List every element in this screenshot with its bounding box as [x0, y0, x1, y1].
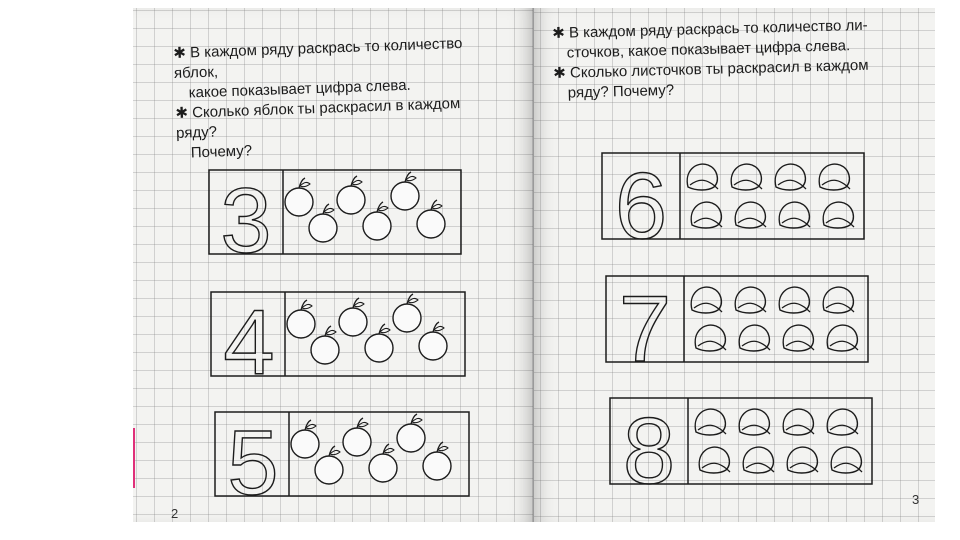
workbook-photo — [133, 8, 935, 522]
leaf-outline-icon — [831, 447, 862, 473]
leaf-outline-icon — [783, 325, 814, 351]
instruction-line: ✱ Сколько яблок ты раскрасил в каждом ряду? — [175, 95, 461, 142]
workbook-page-right — [534, 8, 935, 522]
digit-7: 7 — [618, 276, 672, 381]
apple-outline-icon — [391, 172, 419, 210]
digit-8: 8 — [622, 398, 676, 503]
digit-4: 4 — [223, 292, 275, 394]
apple-outline-icon — [419, 322, 447, 360]
leaf-outline-icon — [783, 409, 814, 435]
leaf-outline-icon — [823, 287, 854, 313]
leaf-group — [695, 409, 862, 473]
instruction-line: ряду? Почему? — [567, 81, 675, 102]
leaf-outline-icon — [735, 287, 766, 313]
leaf-outline-icon — [739, 409, 770, 435]
exercise-row-2 — [211, 292, 465, 394]
leaf-outline-icon — [823, 202, 854, 228]
leaf-outline-icon — [827, 325, 858, 351]
leaf-rows — [534, 8, 935, 522]
leaf-outline-icon — [827, 409, 858, 435]
exercise-row-6 — [602, 153, 864, 258]
apple-outline-icon — [287, 300, 315, 338]
leaf-outline-icon — [687, 164, 718, 190]
leaf-outline-icon — [699, 447, 730, 473]
instruction-line: ✱ В каждом ряду раскрась то количество яблок, — [173, 34, 463, 82]
leaf-outline-icon — [779, 202, 810, 228]
apple-outline-icon — [309, 204, 337, 242]
apple-group — [291, 414, 451, 484]
apple-outline-icon — [339, 298, 367, 336]
apple-group — [285, 172, 445, 242]
exercise-row-7 — [606, 276, 868, 381]
leaf-group — [687, 164, 854, 228]
exercise-row-3 — [215, 412, 469, 514]
apple-outline-icon — [369, 444, 397, 482]
digit-3: 3 — [220, 170, 272, 272]
leaf-group — [691, 287, 858, 351]
apple-outline-icon — [417, 200, 445, 238]
apple-rows — [133, 8, 533, 522]
instruction-line: ✱ В каждом ряду раскрась то количество ли- — [552, 16, 868, 42]
apple-outline-icon — [343, 418, 371, 456]
apple-outline-icon — [315, 446, 343, 484]
apple-outline-icon — [311, 326, 339, 364]
leaf-outline-icon — [695, 325, 726, 351]
apple-outline-icon — [337, 176, 365, 214]
apple-outline-icon — [363, 202, 391, 240]
instruction-line: ✱ Сколько листочков ты раскрасил в каждом — [553, 56, 869, 82]
leaf-outline-icon — [695, 409, 726, 435]
leaf-outline-icon — [775, 164, 806, 190]
page-number-right: 3 — [912, 492, 920, 507]
apple-outline-icon — [393, 294, 421, 332]
exercise-row-8 — [610, 398, 872, 503]
apple-outline-icon — [365, 324, 393, 362]
leaf-outline-icon — [691, 202, 722, 228]
leaf-outline-icon — [731, 164, 762, 190]
digit-6: 6 — [614, 153, 668, 258]
exercise-row-1 — [209, 170, 461, 272]
instruction-line: сточков, какое показывает цифра слева. — [566, 37, 851, 62]
apple-outline-icon — [285, 178, 313, 216]
apple-outline-icon — [291, 420, 319, 458]
apple-outline-icon — [423, 442, 451, 480]
apple-group — [287, 294, 447, 364]
apple-outline-icon — [397, 414, 425, 452]
cover-edge — [133, 428, 135, 488]
leaf-outline-icon — [739, 325, 770, 351]
leaf-outline-icon — [735, 202, 766, 228]
page-number-left: 2 — [171, 506, 179, 521]
leaf-outline-icon — [691, 287, 722, 313]
instruction-line: Почему? — [190, 142, 253, 162]
leaf-outline-icon — [787, 447, 818, 473]
leaf-outline-icon — [743, 447, 774, 473]
instruction-line: какое показывает цифра слева. — [188, 76, 411, 102]
leaf-outline-icon — [779, 287, 810, 313]
workbook-page-left — [133, 8, 534, 522]
digit-5: 5 — [227, 412, 279, 514]
leaf-outline-icon — [819, 164, 850, 190]
